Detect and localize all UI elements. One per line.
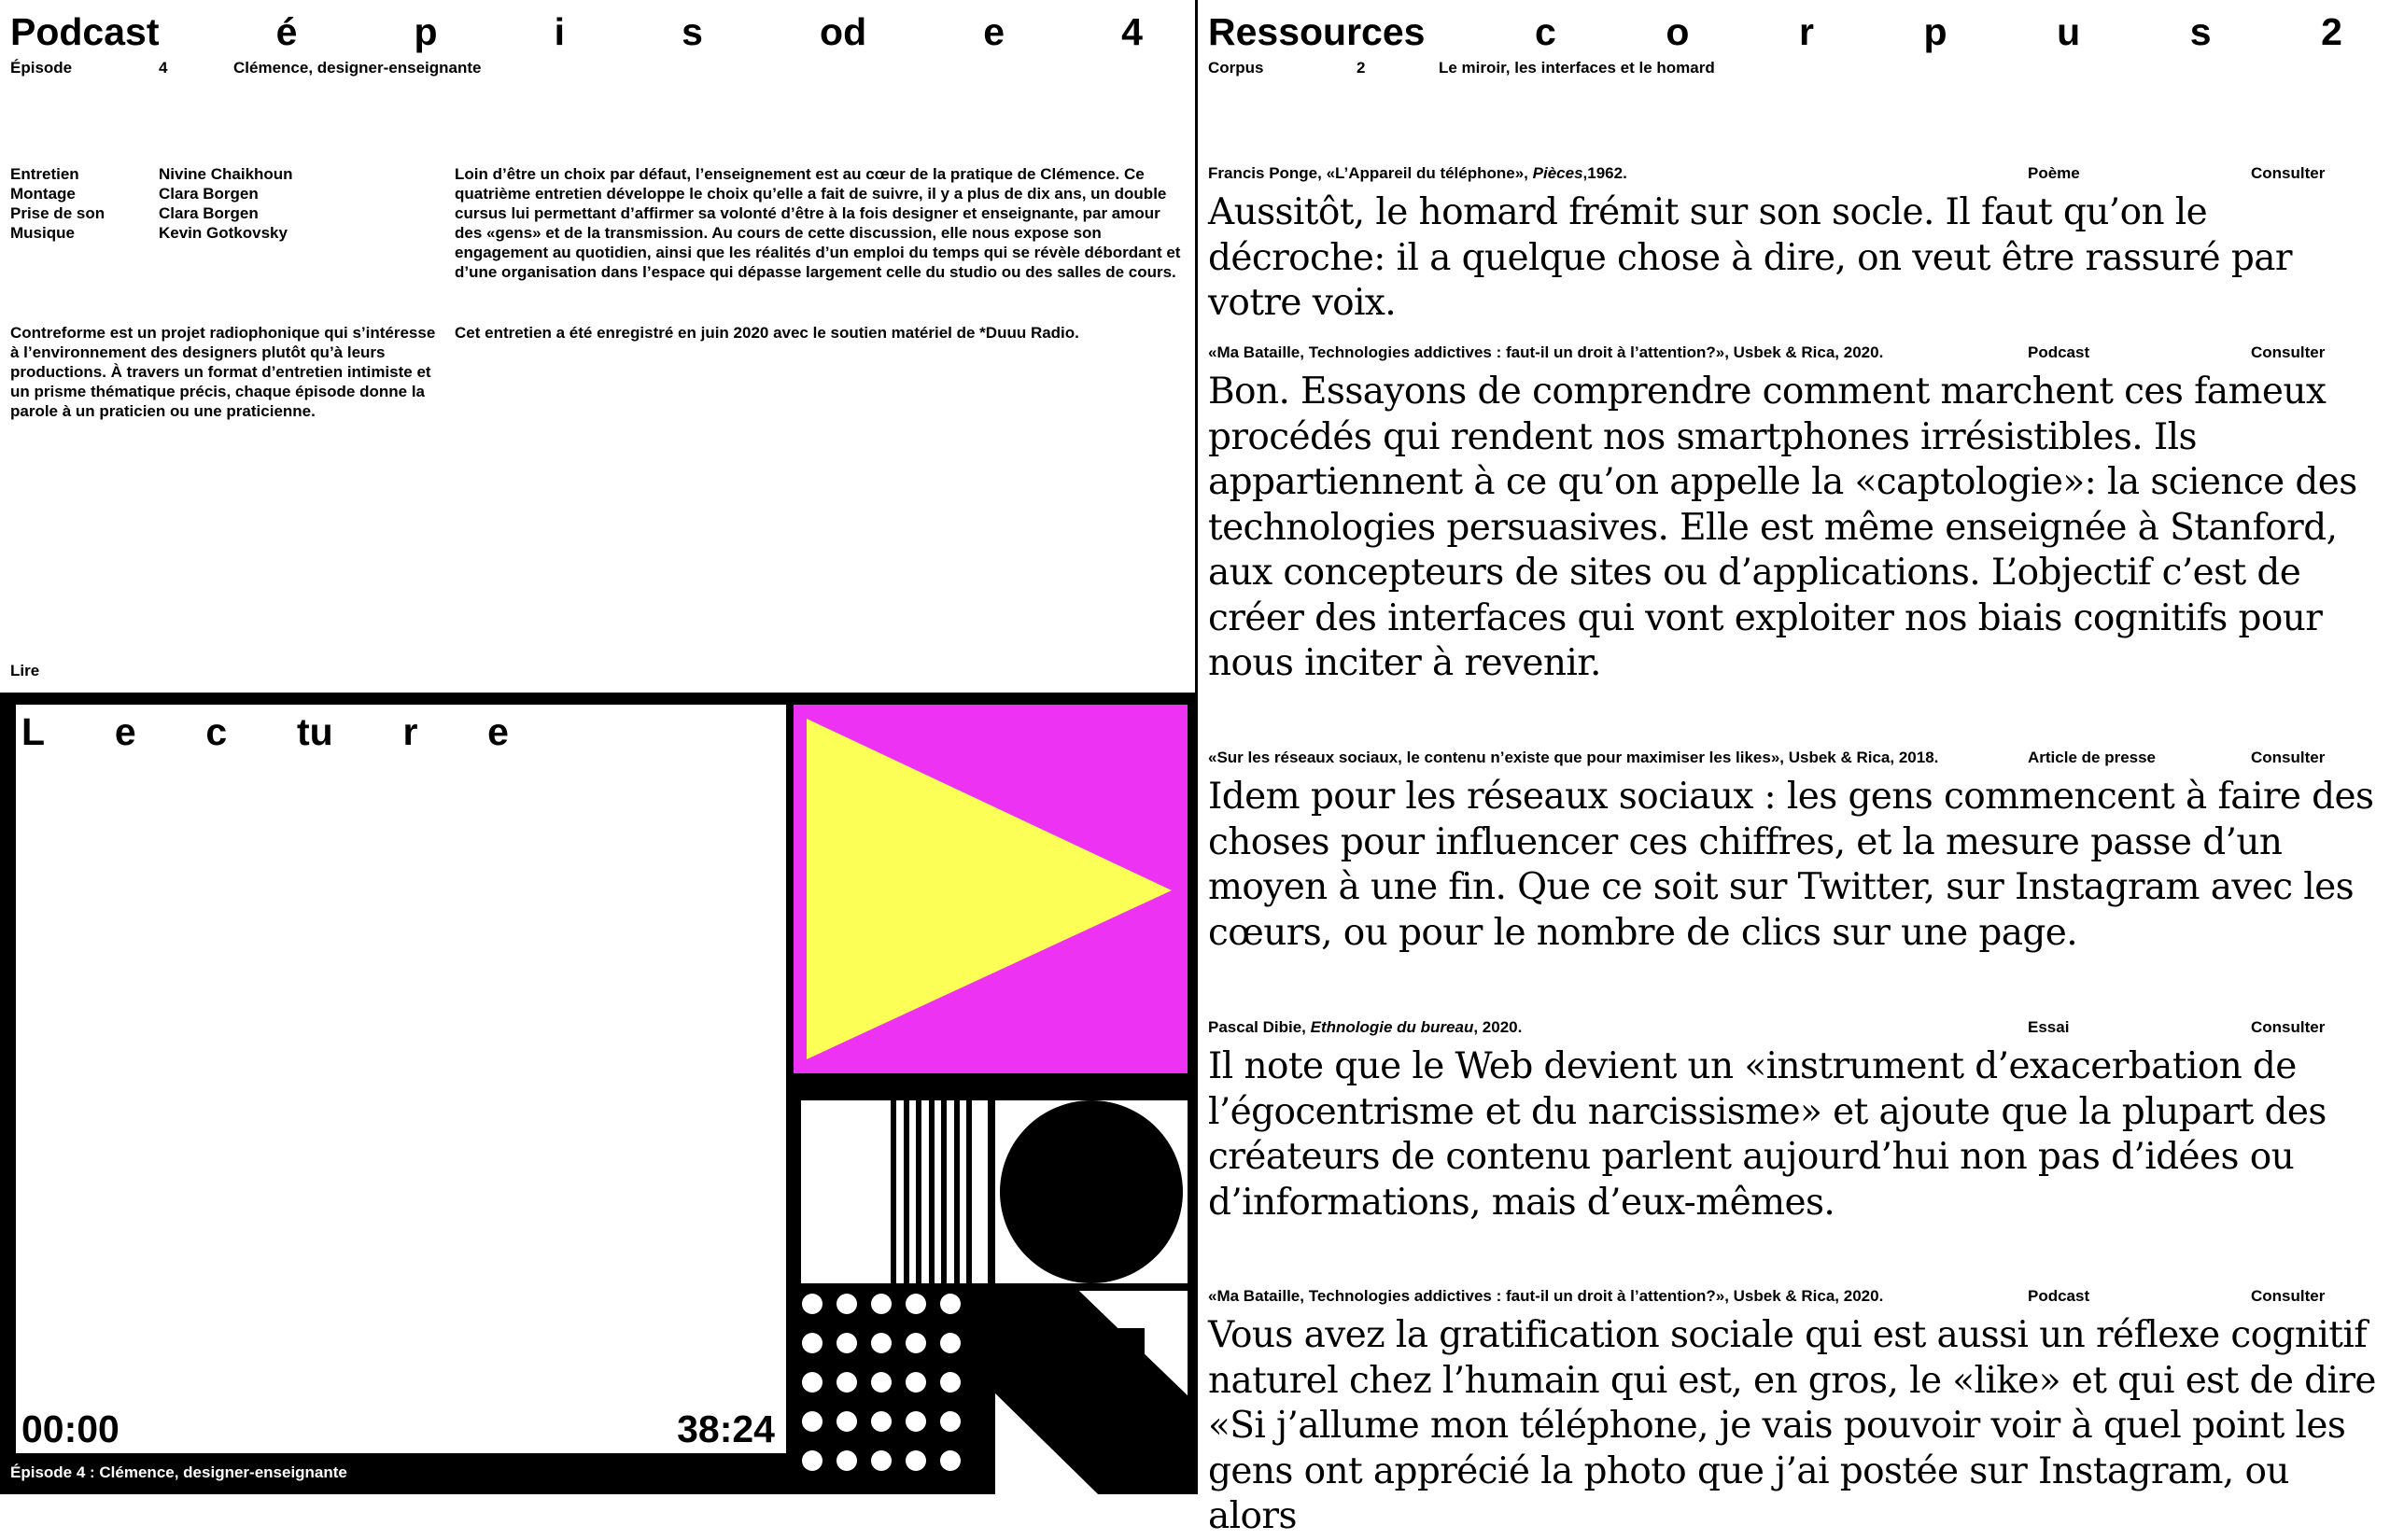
title-letter: c (205, 710, 228, 753)
consult-link[interactable]: Consulter (2251, 1287, 2326, 1305)
podcast-panel (0, 0, 1195, 1494)
credit-role: Prise de son (10, 204, 105, 222)
title-letter: e (487, 710, 509, 753)
resource-meta (1208, 747, 2384, 769)
resource-quote: Vous avez la gratification sociale qui est aussi un réflexe cognitif naturel chez l’humain qui est, en gros, le «like» et qui est de dire «Si j’allume mon téléphone, je vais pouvoir voir à quel point les gens ont apprécié la photo que j’ai postée sur Instagram, ou alors (1208, 1314, 2376, 1537)
credits-list (10, 164, 337, 243)
credit-role: Musique (10, 224, 75, 242)
credit-row (10, 184, 337, 203)
resource-source: Pascal Dibie, Ethnologie du bureau, 2020. (1208, 1018, 1523, 1036)
resource-item (1208, 747, 2384, 956)
play-triangle-icon[interactable] (794, 705, 1188, 1073)
title-word: Podcast (10, 10, 160, 53)
title-letter: r (1799, 10, 1814, 53)
title-letter: e (114, 710, 136, 753)
resource-source: «Ma Bataille, Technologies addictives : faut-il un droit à l’attention?», Usbek & Rica, 2020. (1208, 343, 1884, 361)
resource-item (1208, 342, 2384, 687)
credit-role: Montage (10, 185, 76, 203)
title-letter: tu (296, 710, 333, 753)
read-link[interactable]: Lire (10, 662, 40, 679)
resource-type: Podcast (2028, 1287, 2090, 1305)
corpus-label: Corpus (1208, 59, 1264, 77)
square-diamond-shape (995, 1291, 1188, 1494)
corpus-number: 2 (1357, 59, 1366, 77)
title-letter: i (554, 10, 566, 53)
resource-type: Essai (2028, 1018, 2070, 1036)
consult-link[interactable]: Consulter (2251, 343, 2326, 361)
consult-link[interactable]: Consulter (2251, 1018, 2326, 1036)
resource-item (1208, 162, 2384, 327)
stripes-pattern (801, 1100, 988, 1283)
title-letter: p (414, 10, 438, 53)
episode-guest: Clémence, designer-enseignante (233, 59, 482, 77)
dots-pattern (794, 1291, 988, 1494)
resource-quote: Aussitôt, le homard frémit sur son socle. Il faut qu’on le décroche: il a quelque chose à dire, on veut être rassuré par votre voix. (1208, 191, 2292, 324)
resource-meta (1208, 1016, 2384, 1039)
resources-panel (1198, 0, 2390, 1537)
credit-name: Clara Borgen (159, 185, 259, 203)
credit-row (10, 203, 337, 223)
title-letter: L (21, 710, 46, 753)
resource-item (1208, 1016, 2384, 1225)
resource-meta (1208, 1285, 2384, 1308)
credit-name: Nivine Chaikhoun (159, 165, 293, 183)
resource-source: «Sur les réseaux sociaux, le contenu n’existe que pour maximiser les likes», Usbek & Rica, 2018. (1208, 749, 1939, 766)
episode-label: Épisode (10, 59, 73, 77)
total-time: 38:24 (677, 1407, 775, 1450)
title-word: Ressources (1208, 10, 1426, 53)
player-screen (16, 705, 786, 1453)
resource-meta (1208, 162, 2384, 185)
credit-row (10, 164, 337, 184)
current-time: 00:00 (21, 1407, 120, 1450)
resource-type: Podcast (2028, 343, 2090, 361)
play-button[interactable] (794, 705, 1188, 1073)
resource-type: Article de presse (2028, 749, 2157, 766)
credit-row (10, 223, 337, 243)
title-letter: p (1923, 10, 1947, 53)
title-letter: é (275, 10, 298, 53)
circle-shape (995, 1100, 1188, 1283)
resource-type: Poème (2028, 164, 2080, 182)
title-letter: od (820, 10, 867, 53)
consult-link[interactable]: Consulter (2251, 749, 2326, 766)
project-description: Contreforme est un projet radiophonique qui s’intéresse à l’environnement des designers plutôt qu’à leurs productions. À travers un format d’entretien intimiste et un prisme thématique précis, chaque épisode donne la parole à un praticien ou une praticienne. (10, 324, 436, 420)
credit-name: Clara Borgen (159, 204, 259, 222)
resource-source: Francis Ponge, «L’Appareil du téléphone», Pièces,1962. (1208, 164, 1627, 182)
resource-quote: Bon. Essayons de comprendre comment marchent ces fameux procédés qui rendent nos smartphones irrésistibles. Ils appartiennent à ce qu’on appelle la «captologie»: la science des technologies persuasives. Elle est même enseignée à Stanford, aux concepteurs de sites ou d’applications. L’objectif c’est de créer des interfaces qui vont exploiter nos biais cognitifs pour nous inciter à revenir. (1208, 371, 2357, 684)
resource-source: «Ma Bataille, Technologies addictives : faut-il un droit à l’attention?», Usbek & Rica, 2020. (1208, 1287, 1884, 1305)
title-letter: c (1535, 10, 1556, 53)
title-number: 2 (2321, 10, 2342, 53)
recording-note: Cet entretien a été enregistré en juin 2020 avec le soutien matériel de *Duuu Radio. (455, 324, 1079, 342)
resource-quote: Idem pour les réseaux sociaux : les gens commencent à faire des choses pour influencer ces chiffres, et la mesure passe d’un moyen à une fin. Que ce soit sur Twitter, sur Instagram avec les cœurs, ou pour le nombre de clics sur une page. (1208, 776, 2374, 954)
title-letter: e (983, 10, 1005, 53)
resource-item (1208, 1285, 2384, 1540)
resource-quote: Il note que le Web devient un «instrument d’exacerbation de l’égocentrisme et du narcissisme» et ajoute que la plupart des créateurs de contenu parlent aujourd’hui non pas d’idées ou d’informations, mais d’eux-mêmes. (1208, 1045, 2327, 1224)
audio-player (0, 693, 1195, 1494)
title-letter: r (402, 710, 418, 753)
resources-title (1208, 6, 2342, 58)
title-number: 4 (1121, 10, 1143, 53)
title-letter: s (2189, 10, 2212, 53)
episode-number: 4 (159, 59, 168, 77)
credit-name: Kevin Gotkovsky (159, 224, 288, 242)
player-title (21, 708, 509, 755)
corpus-subtitle: Le miroir, les interfaces et le homard (1439, 59, 1715, 77)
episode-description: Loin d’être un choix par défaut, l’enseignement est au cœur de la pratique de Clémence. Ce quatrième entretien développe le choix qu’elle a fait de suivre, il y a plus de dix ans, un double cursus lui permettant d’affirmer sa volonté d’être à la fois designer et enseignante, par amour des «gens» et de la transmission. Au cours de cette discussion, elle nous expose son engagement au quotidien, ainsi que les réalités d’un emploi du temps qui se révèle débordant et d’une organisation dans l’espace qui dépasse largement celle du studio ou des salles de cours. (455, 165, 1181, 281)
title-letter: u (2057, 10, 2081, 53)
title-letter: s (682, 10, 703, 53)
consult-link[interactable]: Consulter (2251, 164, 2326, 182)
credit-role: Entretien (10, 165, 79, 183)
podcast-title (10, 6, 1143, 58)
title-letter: o (1666, 10, 1690, 53)
resource-meta (1208, 342, 2384, 364)
episode-caption: Épisode 4 : Clémence, designer-enseignante (10, 1463, 347, 1481)
